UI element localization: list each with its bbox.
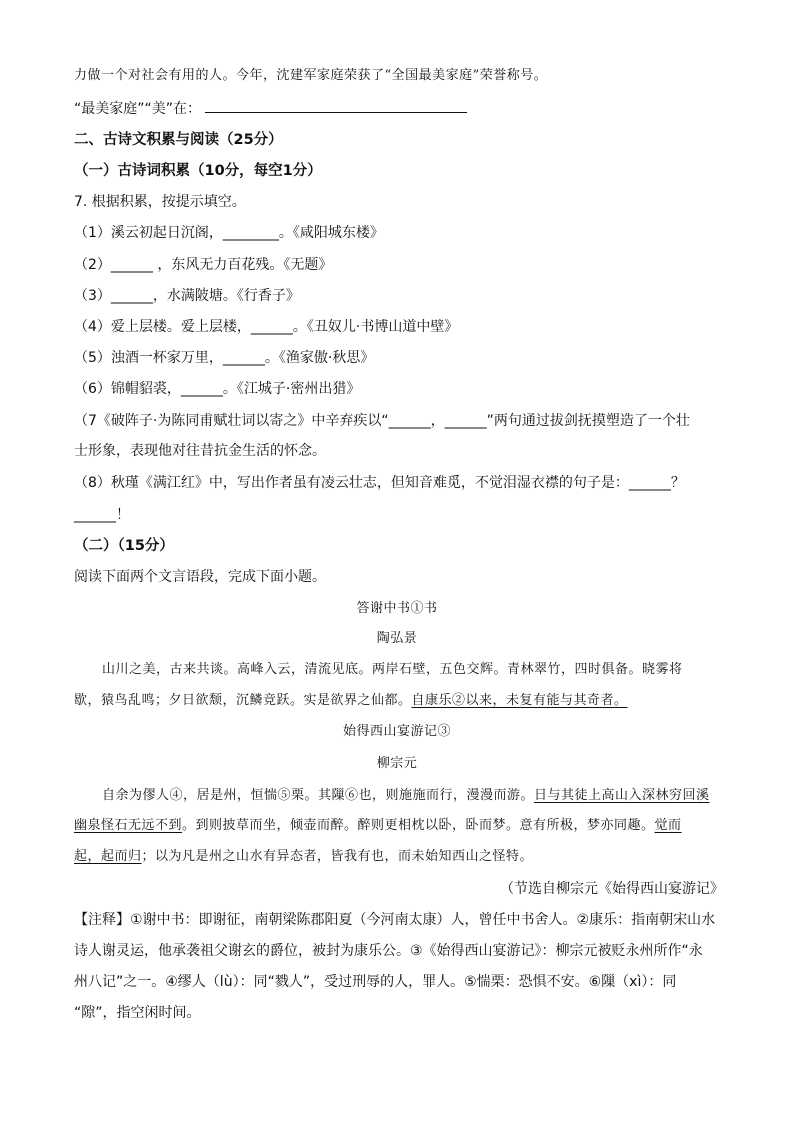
q7-item: （3）______，水满陂塘。《行香子》 [74,288,300,304]
q7-item: （6）锦帽貂裘，______。《江城子·密州出猎》 [74,381,361,397]
text-b-segment: 自余为僇人④，居是州，恒惴⑤栗。其隟⑥也，则施施而行，漫漫而游。 [102,788,535,803]
text-b-segment: ；以为凡是州之山水有异态者，皆我有也，而未始知西山之怪特。 [141,849,534,864]
text-a-segment: 歇，猿鸟乱鸣；夕日欲颓，沉鳞竞跃。实是欲界之仙都。 [74,693,412,708]
text-b-underlined-sentence: 日与其徒上高山入深林穷回溪 [534,788,710,803]
answer-blank[interactable] [205,98,467,113]
text-b-title: 始得西山宴游记③ [342,724,451,739]
question-line [74,98,724,119]
text-b-line [74,786,724,806]
q7-item: 士形象，表现他对往昔抗金生活的怀念。 [74,443,326,459]
notes-line: “隙”，指空闲时间。 [74,1005,201,1021]
q7-item: （5）浊酒一杯家万里，______。《渔家傲·秋思》 [74,350,375,366]
reading-intro: 阅读下面两个文言语段，完成下面小题。 [74,569,326,585]
q7-stem: 7. 根据积累，按提示填空。 [74,194,246,210]
subsection-title-2: （二）（15分） [74,538,174,554]
question-label: “最美家庭”“美”在： [74,101,202,117]
text-b-segment: 。到则披草而坐，倾壶而醉。醉则更相枕以卧，卧而梦。意有所极，梦亦同趣。 [182,818,655,833]
text-b-author: 柳宗元 [376,756,418,771]
text-a-line [74,691,724,711]
q7-item: （8）秋瑾《满江红》中，写出作者虽有凌云壮志，但知音难觅，不觉泪湿衣襟的句子是：______？ [74,475,685,491]
text-a-line: 山川之美，古来共谈。高峰入云，清流见底。两岸石壁，五色交辉。青林翠竹，四时俱备。晓雾将 [102,662,683,677]
notes-line: 诗人谢灵运，他承袭祖父谢玄的爵位，被封为康乐公。③《始得西山宴游记》：柳宗元被贬永州所作“永 [74,943,703,959]
intro-line: 力做一个对社会有用的人。今年，沈建军家庭荣获了“全国最美家庭”荣誉称号。 [74,68,548,83]
text-b-underlined-sentence: 幽泉怪石无远不到 [74,818,183,833]
text-b-underlined-sentence: 起，起而归 [74,849,142,864]
text-a-author: 陶弘景 [376,631,418,646]
q7-item: （2）______ ，东风无力百花残。《无题》 [74,257,333,273]
notes-line: 【注释】①谢中书：即谢征，南朝梁陈郡阳夏（今河南太康）人，曾任中书舍人。②康乐：指南朝宋山水 [74,912,716,928]
subsection-title-1: （一）古诗词积累（10分，每空1分） [74,163,322,179]
section-title: 二、古诗文积累与阅读（25分） [74,132,283,148]
notes-line: 州八记”之一。④缪人（lù）：同“戮人”，受过刑辱的人，罪人。⑤惴栗：恐惧不安。⑥隟（xì）：同 [74,974,677,990]
text-a-title: 答谢中书①书 [356,601,438,616]
text-b-underlined-sentence: 觉而 [654,818,682,833]
q7-item: ______！ [74,507,130,523]
text-b-line [74,847,724,867]
text-b-line [74,816,724,836]
text-a-underlined-sentence: 自康乐②以来，未复有能与其奇者。 [411,693,628,708]
q7-item: （4）爱上层楼。爱上层楼，______。《丑奴儿·书博山道中壁》 [74,319,459,335]
q7-item: （1）溪云初起日沉阁，________。《咸阳城东楼》 [74,225,384,241]
q7-item: （7《破阵子·为陈同甫赋壮词以寄之》中辛弃疾以“______，______”两句通过拔剑抚摸塑造了一个壮 [74,413,690,429]
source-note: （节选自柳宗元《始得西山宴游记》 [500,881,724,897]
